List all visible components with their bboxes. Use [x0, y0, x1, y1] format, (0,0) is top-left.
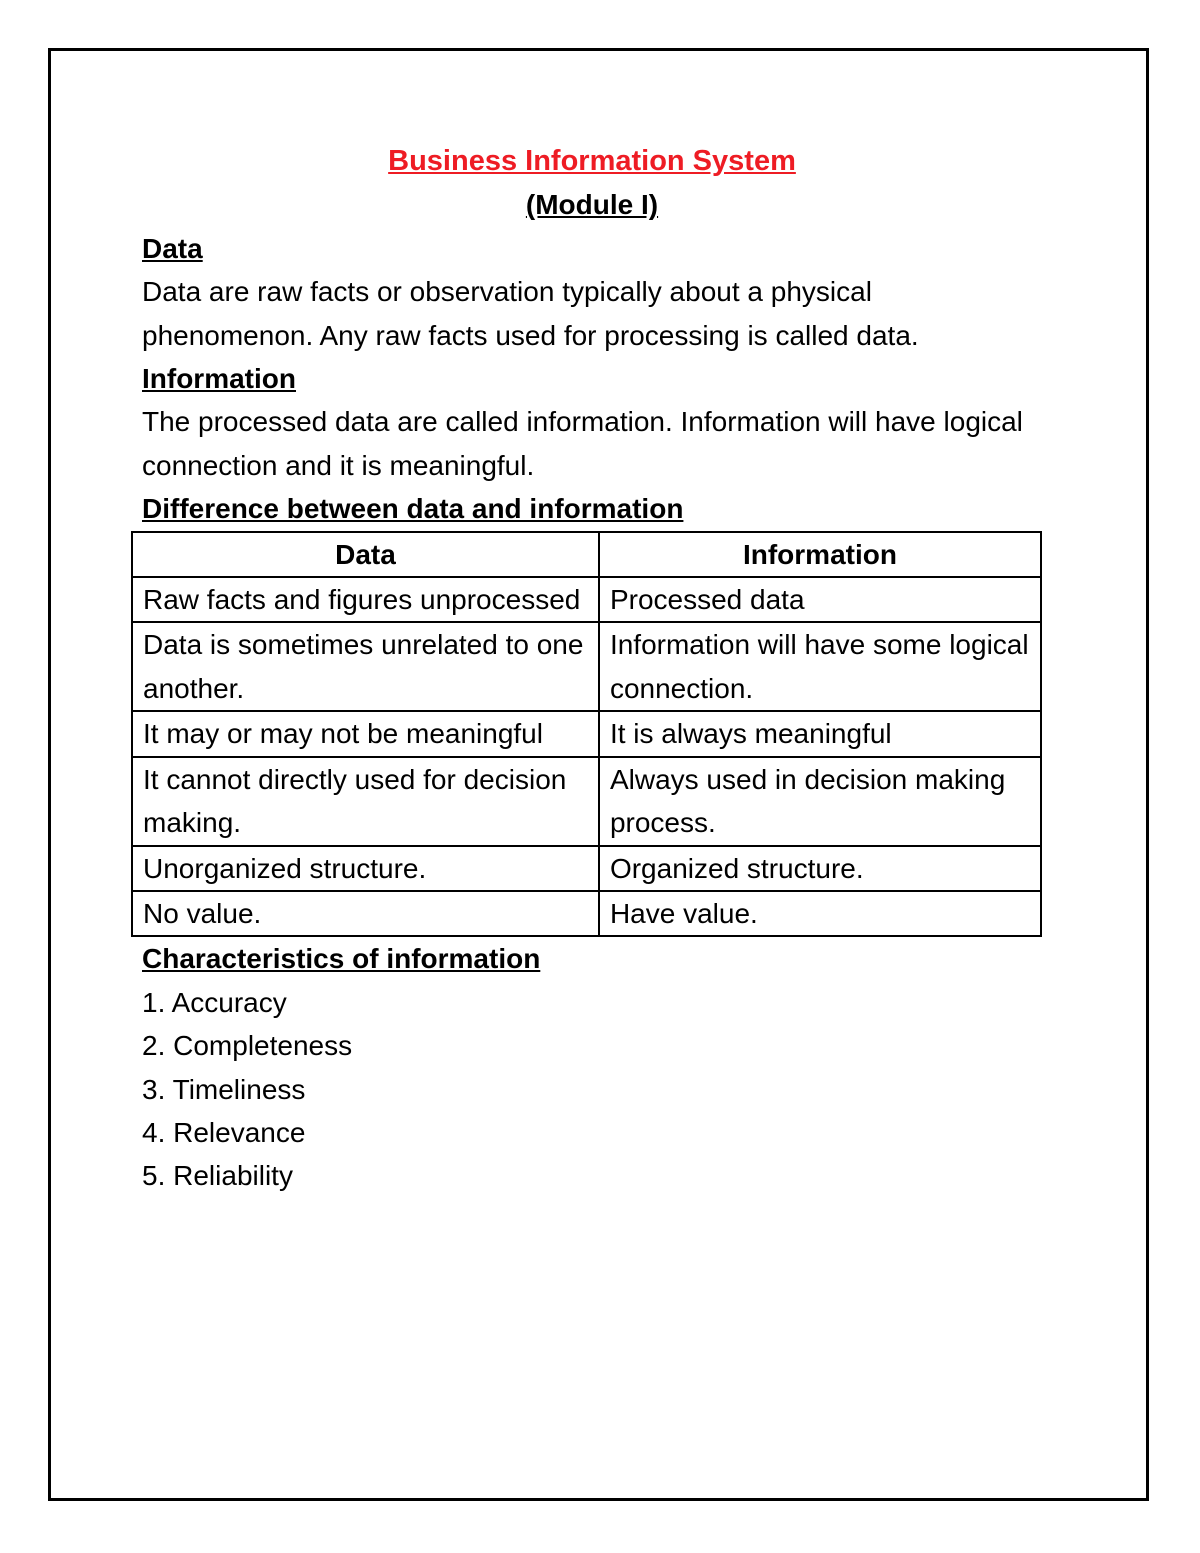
table-cell: Data is sometimes unrelated to one another.	[132, 622, 599, 711]
table-header-cell: Information	[599, 532, 1041, 577]
difference-table	[131, 531, 1042, 938]
table-row	[132, 846, 1041, 891]
table-cell: Organized structure.	[599, 846, 1041, 891]
document-body	[142, 140, 1042, 1198]
characteristics-list	[142, 981, 1042, 1198]
section-heading-information: Information	[142, 363, 296, 395]
table-cell: It cannot directly used for decision making.	[132, 757, 599, 846]
table-header-row	[132, 532, 1041, 577]
table-cell: It is always meaningful	[599, 711, 1041, 756]
table-cell: Information will have some logical connection.	[599, 622, 1041, 711]
table-row	[132, 577, 1041, 622]
section-heading-characteristics: Characteristics of information	[142, 943, 541, 975]
list-item: 4. Relevance	[142, 1116, 306, 1148]
section-heading-difference: Difference between data and information	[142, 493, 684, 525]
table-row	[132, 711, 1041, 756]
section-text-data: Data are raw facts or observation typically about a physical phenomenon. Any raw facts used for processing is called data.	[142, 276, 919, 351]
table-row	[132, 622, 1041, 711]
list-item: 3. Timeliness	[142, 1073, 306, 1105]
section-heading-data: Data	[142, 232, 203, 264]
list-item: 1. Accuracy	[142, 986, 287, 1018]
table-cell: Processed data	[599, 577, 1041, 622]
list-item: 5. Reliability	[142, 1160, 293, 1192]
table-cell: It may or may not be meaningful	[132, 711, 599, 756]
table-header-cell: Data	[132, 532, 599, 577]
table-cell: Raw facts and figures unprocessed	[132, 577, 599, 622]
table-cell: No value.	[132, 891, 599, 936]
list-item: 2. Completeness	[142, 1030, 353, 1062]
section-text-information: The processed data are called information. Information will have logical connection and it is meaningful.	[142, 406, 1023, 481]
table-row	[132, 891, 1041, 936]
document-title: Business Information System	[388, 145, 796, 177]
table-cell: Have value.	[599, 891, 1041, 936]
table-row	[132, 757, 1041, 846]
table-cell: Unorganized structure.	[132, 846, 599, 891]
table-cell: Always used in decision making process.	[599, 757, 1041, 846]
document-subtitle: (Module I)	[525, 189, 659, 221]
